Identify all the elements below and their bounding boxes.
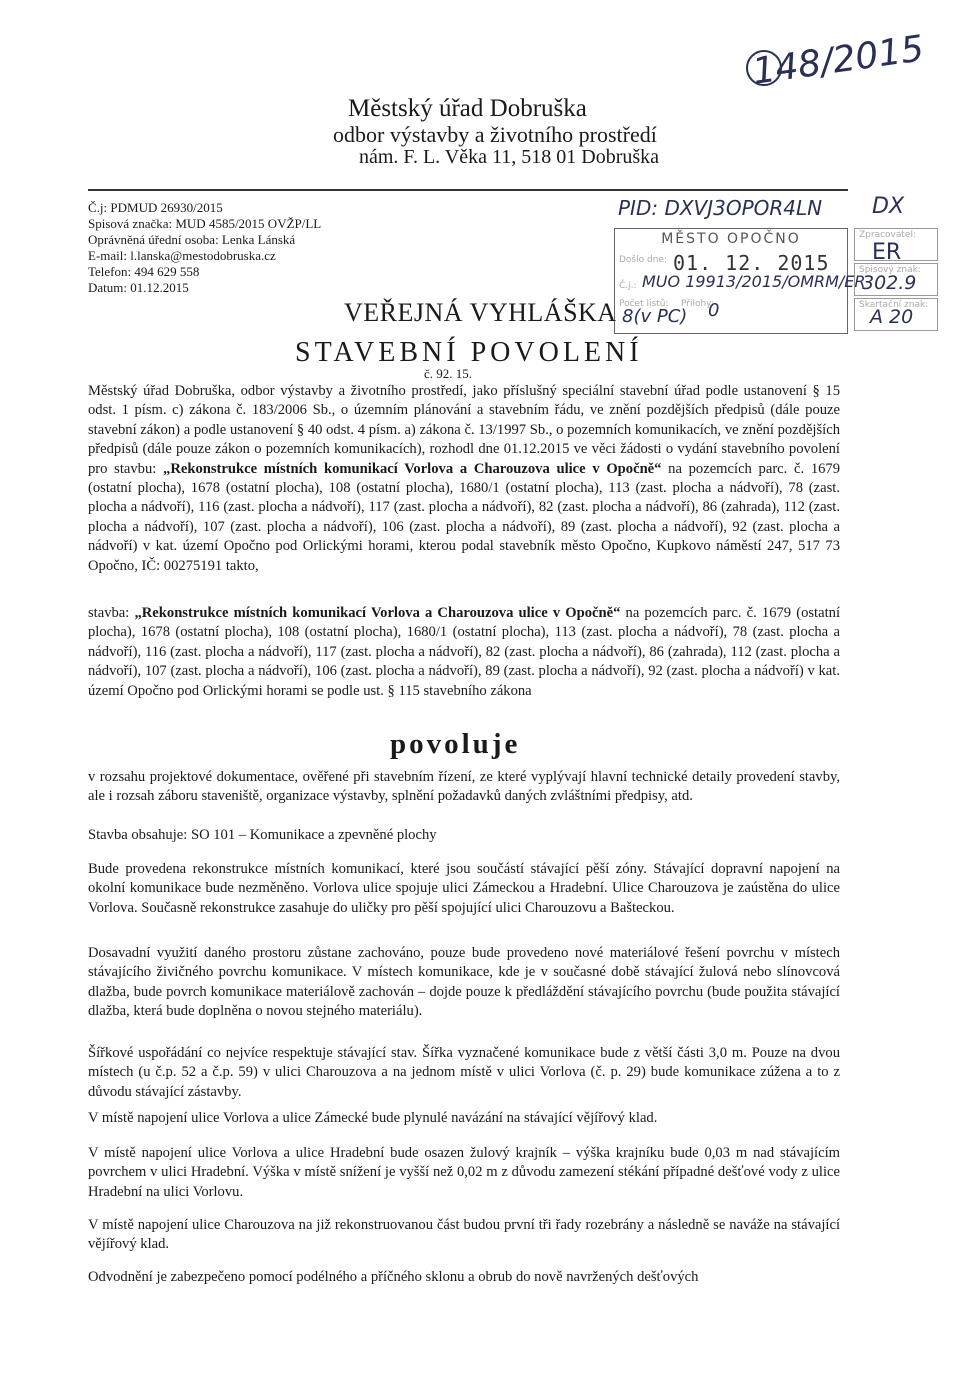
paragraph-scope: v rozsahu projektové dokumentace, ověřené při stavebním řízení, ze které vyplývají hlavní technické detaily provedení stavby, ale i rozsah záboru staveniště, organizace výstavby, splnění požadavků daných zvláštními předpisy, atd. <box>88 769 840 805</box>
paragraph-intro: Městský úřad Dobruška, odbor výstavby a životního prostředí, jako příslušný speciální stavební úřad podle ustanovení § 15 odst. 1 písm. c) zákona č. 183/2006 Sb., o územním plánování a stavebním řádu, ve znění pozdějších předpisů (dále pouze stavební zákon) a podle ustanovení § 40 odst. 4 písm. a) zákona č. 13/1997 Sb., o pozemních komunikacích, ve znění pozdějších předpisů (dále pouze zákon o pozemních komunikacích), rozhodl dne 01.12.2015 ve věci žádosti o vydání stavebního povolení pro stavbu: „Rekonstrukce místních komunikací Vorlova a Charouzova ulice v Opočně“ na pozemcích parc. č. 1679 (ostatní plocha), 1678 (ostatní plocha), 108 (ostatní plocha), 1680/1 (ostatní plocha), 113 (zast. plocha a nádvoří), 78 (zast. plocha a nádvoří), 116 (zast. plocha a nádvoří), 117 (zast. plocha a nádvoří), 82 (zast. plocha a nádvoří), 86 (zahrada), 112 (zast. plocha a nádvoří), 107 (zast. plocha a nádvoří), 106 (zast. plocha a nádvoří), 89 (zast. plocha a nádvoří), 92 (zast. plocha a nádvoří) v kat. území Opočno pod Orlickými horami, kterou podal stavebník město Opočno, Kupkovo náměstí 247, 517 73 Opočno, IČ: 00275191 takto, <box>88 383 841 574</box>
paragraph-reconstruction: Bude provedena rekonstrukce místních komunikací, které jsou součástí stávající pěší zóny. Stávající dopravní napojení na okolní komunikace bude nezměněno. Vorlova ulice spojuje ulici Zámeckou a Hradební. Ulice Charouzova je zaústěna do ulice Vorlova. Současně rekonstrukce zasahuje do uličky pro pěší spojující ulici Charouzovu a Bašteckou. <box>88 861 840 916</box>
stamp-ref-label: Č.j.: <box>619 281 637 291</box>
handwritten-initials: DX <box>872 194 905 219</box>
stamp-received-label: Došlo dne: <box>619 255 667 265</box>
office-department: odbor výstavby a životního prostředí <box>333 122 657 147</box>
handwritten-zero: 0 <box>708 300 720 321</box>
handwritten-file-mark: 302.9 <box>862 272 917 294</box>
handwritten-corner-mark: 148/2015 <box>749 28 927 93</box>
paragraph-construction: stavba: „Rekonstrukce místních komunikací Vorlova a Charouzova ulice v Opočně“ na pozemcích parc. č. 1679 (ostatní plocha), 1678 (ostatní plocha), 108 (ostatní plocha), 1680/1 (ostatní plocha), 113 (zast. plocha a nádvoří), 78 (zast. plocha a nádvoří), 116 (zast. plocha a nádvoří), 117 (zast. plocha a nádvoří), 82 (zast. plocha a nádvoří), 86 (zahrada), 112 (zast. plocha a nádvoří), 107 (zast. plocha a nádvoří), 106 (zast. plocha a nádvoří), 89 (zast. plocha a nádvoří), 92 (zast. plocha a nádvoří) v kat. území Opočno pod Orlickými horami se podle ust. § 115 stavebního zákona <box>88 605 840 699</box>
handwritten-ref: MUO 19913/2015/OMRM/ER <box>642 272 866 291</box>
paragraph-structure: Stavba obsahuje: SO 101 – Komunikace a zpevněné plochy <box>88 827 437 843</box>
stamp-title: MĚSTO OPOČNO <box>661 231 801 247</box>
paragraph-width: Šířkové uspořádání co nejvíce respektuje stávající stav. Šířka vyznačené komunikace bude z větší části 3,0 m. Pouze na dvou místech (u č.p. 52 a č.p. 59) v ulici Charouzova a na jednom místě v ulici Vorlova (č. p. 29) bude komunikace zúžena a to z důvodu stávající zástavby. <box>88 1045 840 1100</box>
permit-number: č. 92. 15. <box>424 366 473 381</box>
handwritten-processor: ER <box>872 240 902 265</box>
header-divider <box>88 189 848 191</box>
handwritten-count: 8(v PC) <box>622 306 688 327</box>
stamp-file-label: Spisový znak: <box>859 265 921 275</box>
meta-official: Oprávněná úřední osoba: Lenka Lánská <box>88 232 296 247</box>
office-name: Městský úřad Dobruška <box>348 95 587 122</box>
stamp-attachments-label: Přílohy: <box>681 299 714 309</box>
stamp-processor-label: Zpracovatel: <box>859 230 916 240</box>
corner-circle-mark <box>742 46 786 90</box>
meta-reference: Č.j: PDMUD 26930/2015 <box>88 200 223 215</box>
paragraph-junction-charouzova: V místě napojení ulice Charouzova na již rekonstruovanou část budou první tři řady rozebrány a následně se naváže na stávající vějířový klad. <box>88 1217 840 1253</box>
stamp-shred-label: Skartační znak: <box>859 300 929 310</box>
office-address: nám. F. L. Věka 11, 518 01 Dobruška <box>359 146 660 168</box>
handwritten-pid: PID: DXVJ3OPOR4LN <box>618 196 823 220</box>
decision-heading: povoluje <box>390 728 521 760</box>
meta-file-mark: Spisová značka: MUD 4585/2015 OVŽP/LL <box>88 216 322 231</box>
meta-email: E-mail: l.lanska@mestodobruska.cz <box>88 248 276 263</box>
stamp-sheets-label: Počet listů: <box>619 299 669 309</box>
permit-title: STAVEBNÍ POVOLENÍ <box>295 337 643 368</box>
paragraph-junction-zamecka: V místě napojení ulice Vorlova a ulice Zámecké bude plynulé navázání na stávající vějířový klad. <box>88 1110 658 1126</box>
stamp-date: 01. 12. 2015 <box>673 251 830 275</box>
meta-date: Datum: 01.12.2015 <box>88 280 189 295</box>
paragraph-drainage: Odvodnění je zabezpečeno pomocí podélného a příčného sklonu a obrub do nově navržených dešťových <box>88 1269 699 1285</box>
meta-phone: Telefon: 494 629 558 <box>88 264 200 279</box>
document-meta <box>88 200 418 296</box>
paragraph-usage: Dosavadní využití daného prostoru zůstane zachováno, pouze bude provedeno nové materiálové řešení povrchu v místech stávajícího živičného povrchu komunikace. V místech komunikace, kde je v současné době stávající žulová nebo slínovcová dlažba, bude povrch komunikace materiálově zachován – dojde pouze k předláždění stávajícího povrchu (bude použita stávající dlažba, která bude doplněna o novou stejného materiálu). <box>88 945 840 1020</box>
handwritten-shred-mark: A 20 <box>870 306 914 328</box>
paragraph-junction-hradebni: V místě napojení ulice Vorlova a ulice Hradební bude osazen žulový krajník – výška krajníku bude 0,03 m nad stávajícím povrchem v ulici Hradební. Výška v místě snížení je vyšší než 0,02 m z důvodu zamezení stékání případné dešťové vody z ulice Hradební na ulici Vorlovu. <box>88 1145 840 1200</box>
public-notice-title: VEŘEJNÁ VYHLÁŠKA <box>344 298 617 327</box>
